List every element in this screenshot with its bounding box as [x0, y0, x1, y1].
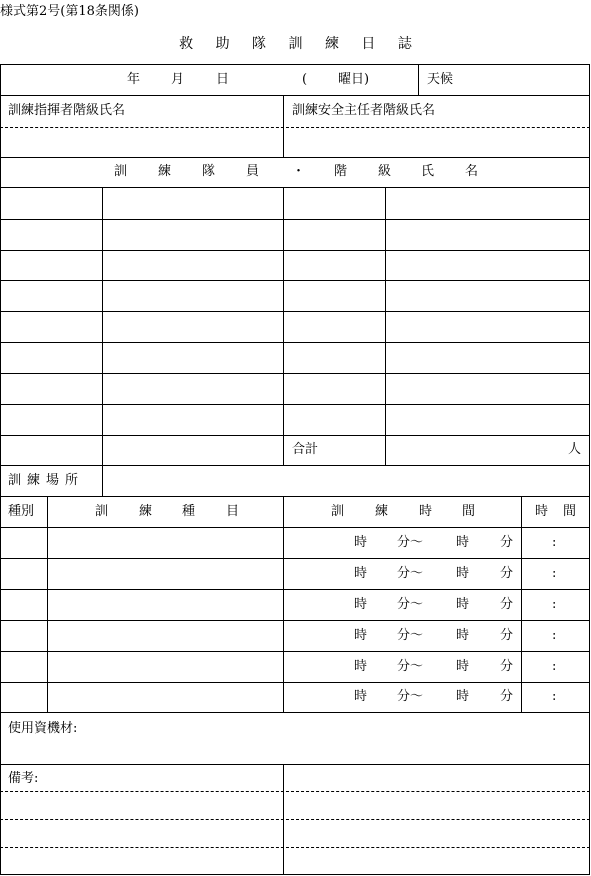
rule	[283, 764, 284, 875]
form-number: 様式第2号(第18条関係)	[0, 4, 139, 19]
col-time-header-char: 訓	[331, 504, 345, 519]
row-min-start: 分〜	[397, 659, 424, 674]
col-item-header-char: 訓	[95, 504, 109, 519]
title-char: 訓	[288, 36, 303, 52]
members-header-char: ・	[292, 164, 306, 179]
dashed-rule	[0, 127, 590, 128]
row-hour-end: 時	[456, 628, 470, 643]
rule	[47, 496, 48, 712]
dashed-rule	[0, 819, 590, 820]
rule	[0, 712, 590, 713]
rule	[385, 187, 386, 465]
members-header-char: 階	[334, 164, 348, 179]
col-type-header: 種別	[8, 504, 35, 519]
location-label-char: 練	[27, 473, 41, 488]
page-title	[0, 33, 591, 53]
row-hour-start: 時	[354, 628, 368, 643]
rule	[0, 404, 590, 405]
rule	[102, 465, 103, 496]
row-hours-colon: :	[552, 628, 557, 643]
row-hours-colon: :	[552, 535, 557, 550]
rule	[0, 157, 590, 158]
members-total-unit: 人	[568, 442, 582, 457]
col-item-header-char: 練	[139, 504, 153, 519]
row-hours-colon: :	[552, 597, 557, 612]
row-min-start: 分〜	[397, 535, 424, 550]
weekday-open-paren: (	[302, 72, 308, 87]
location-label-char: 場	[46, 473, 60, 488]
col-item-header-char: 種	[182, 504, 196, 519]
rule	[0, 373, 590, 374]
location-label-char: 所	[65, 473, 79, 488]
rule	[0, 589, 590, 590]
col-time-header-char: 練	[375, 504, 389, 519]
row-min-end: 分	[500, 597, 514, 612]
weekday-label: 曜日)	[338, 72, 370, 87]
col-time-header-char: 間	[462, 504, 476, 519]
weather-label: 天候	[427, 72, 454, 87]
members-header-char: 氏	[421, 164, 435, 179]
row-min-start: 分〜	[397, 689, 424, 704]
members-header-char: 名	[465, 164, 479, 179]
rule	[0, 527, 590, 528]
rule	[0, 342, 590, 343]
row-hours-colon: :	[552, 659, 557, 674]
row-min-end: 分	[500, 659, 514, 674]
form-frame	[0, 64, 590, 875]
row-hours-colon: :	[552, 689, 557, 704]
rule	[102, 187, 103, 465]
rule	[0, 250, 590, 251]
rule	[521, 496, 522, 712]
col-time-header-char: 時	[419, 504, 433, 519]
rule	[283, 95, 284, 157]
location-label	[8, 473, 78, 489]
members-total-label: 合計	[292, 442, 319, 457]
col-hours-header-char: 間	[563, 504, 577, 519]
title-char: 練	[324, 36, 339, 52]
rule	[0, 187, 590, 188]
rule	[0, 620, 590, 621]
title-char: 助	[215, 36, 230, 52]
title-char: 日	[361, 36, 376, 52]
date-month-label: 月	[171, 72, 185, 87]
equipment-label: 使用資機材:	[8, 721, 78, 736]
rule	[283, 496, 284, 712]
location-label-char: 訓	[8, 473, 22, 488]
row-min-end: 分	[500, 566, 514, 581]
col-item-header-char: 目	[226, 504, 240, 519]
remarks-label: 備考:	[8, 771, 39, 786]
rule	[418, 64, 419, 95]
row-hour-start: 時	[354, 597, 368, 612]
rule	[283, 187, 284, 465]
members-header-char: 隊	[202, 164, 216, 179]
row-hour-end: 時	[456, 535, 470, 550]
commander-label: 訓練指揮者階級氏名	[8, 103, 126, 118]
row-min-end: 分	[500, 628, 514, 643]
title-char: 誌	[397, 36, 412, 52]
title-char: 隊	[252, 36, 267, 52]
row-hour-end: 時	[456, 659, 470, 674]
rule	[0, 311, 590, 312]
row-min-end: 分	[500, 535, 514, 550]
row-min-start: 分〜	[397, 597, 424, 612]
rule	[0, 95, 590, 96]
members-header-char: 級	[378, 164, 392, 179]
rule	[0, 219, 590, 220]
date-day-label: 日	[216, 72, 230, 87]
rule	[0, 280, 590, 281]
date-year-label: 年	[127, 72, 141, 87]
row-min-start: 分〜	[397, 628, 424, 643]
dashed-rule	[0, 791, 590, 792]
row-hour-end: 時	[456, 597, 470, 612]
rule	[0, 558, 590, 559]
row-hour-start: 時	[354, 535, 368, 550]
row-hours-colon: :	[552, 566, 557, 581]
safety-officer-label: 訓練安全主任者階級氏名	[292, 103, 436, 118]
row-hour-end: 時	[456, 566, 470, 581]
members-header-char: 訓	[114, 164, 128, 179]
rule	[0, 435, 590, 436]
row-min-start: 分〜	[397, 566, 424, 581]
row-hour-start: 時	[354, 659, 368, 674]
title-char: 救	[179, 36, 194, 52]
dashed-rule	[0, 847, 590, 848]
rule	[0, 465, 590, 466]
members-header-char: 員	[246, 164, 260, 179]
row-hour-start: 時	[354, 689, 368, 704]
rule	[0, 764, 590, 765]
rule	[0, 651, 590, 652]
row-hour-start: 時	[354, 566, 368, 581]
row-hour-end: 時	[456, 689, 470, 704]
rule	[0, 496, 590, 497]
rule	[0, 682, 590, 683]
col-hours-header-char: 時	[535, 504, 549, 519]
members-header-char: 練	[158, 164, 172, 179]
row-min-end: 分	[500, 689, 514, 704]
